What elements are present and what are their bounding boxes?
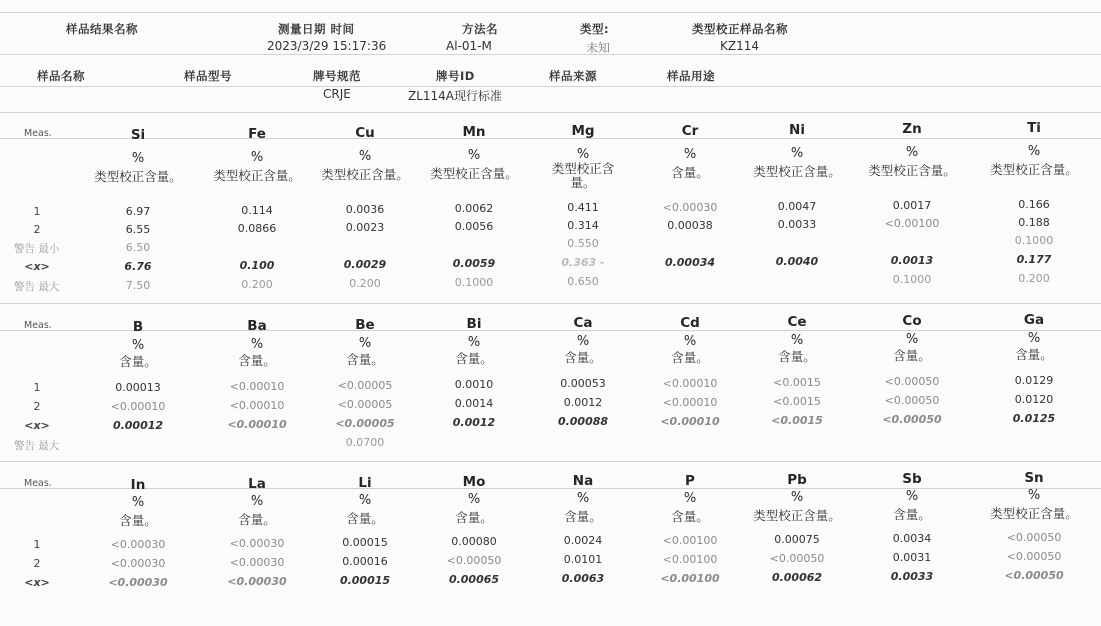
value-si-max: 7.50: [125, 279, 151, 292]
unit-label: %: [131, 338, 145, 353]
unit-label: %: [1027, 488, 1041, 503]
value-fe-max: 0.200: [241, 278, 273, 291]
quantity-label: 含量。: [346, 511, 384, 526]
value-mn-r2: 0.0056: [454, 220, 494, 233]
value-ce-r1: <0.0015: [773, 376, 821, 389]
value-b-r1: 0.00013: [115, 381, 161, 394]
quantity-label: 类型校正含量。: [990, 506, 1078, 521]
value-mn-max: 0.1000: [454, 276, 494, 289]
value-fe-avg: 0.100: [239, 259, 275, 272]
element-mn: Mn: [462, 124, 486, 140]
value-mo-r1: 0.00080: [451, 535, 497, 548]
element-sb: Sb: [902, 471, 922, 487]
header-rule-2: [0, 86, 1101, 87]
unit-label: %: [683, 491, 697, 506]
quantity-label: 含量。: [564, 350, 602, 365]
value-sn-avg: <0.00050: [1004, 569, 1064, 582]
value-cd-r1: <0.00010: [662, 377, 718, 390]
value-ti-avg: 0.177: [1016, 253, 1052, 266]
unit-label: %: [358, 149, 372, 164]
value-mn-avg: 0.0059: [452, 257, 496, 270]
value-p-r2: <0.00100: [662, 553, 718, 566]
quantity-label: 含量。: [346, 352, 384, 367]
value-ti-min: 0.1000: [1014, 234, 1054, 247]
row-label-r2: 2: [33, 400, 41, 413]
unit-label: %: [250, 150, 264, 165]
value-sn-r1: <0.00050: [1006, 531, 1062, 544]
element-fe: Fe: [248, 126, 266, 142]
label-tc_name: 类型校正样品名称: [692, 22, 788, 36]
quantity-label: 含量。: [893, 507, 931, 522]
quantity-label: 类型校正含量。: [321, 167, 409, 182]
value-mo-avg: 0.00065: [448, 573, 500, 586]
quantity-label: 含量。: [119, 354, 157, 369]
unit-label: %: [467, 148, 481, 163]
element-p: P: [685, 473, 695, 489]
value-grade_id: ZL114A现行标准: [408, 89, 503, 103]
value-in-avg: <0.00030: [108, 576, 168, 589]
value-be-max: 0.0700: [345, 436, 385, 449]
quantity-label: 含量。: [671, 509, 709, 524]
unit-label: %: [790, 146, 804, 161]
unit-label: %: [683, 334, 697, 349]
row-label-r1: 1: [33, 205, 41, 218]
unit-label: %: [1027, 331, 1041, 346]
meas-label: Meas.: [24, 320, 52, 331]
value-li-avg: 0.00015: [339, 574, 391, 587]
value-si-r2: 6.55: [125, 223, 151, 236]
quantity-label: 类型校正含量。: [868, 163, 956, 178]
element-in: In: [130, 477, 146, 493]
element-zn: Zn: [902, 121, 922, 137]
unit-label: %: [576, 334, 590, 349]
value-ce-r2: <0.0015: [773, 395, 821, 408]
element-ti: Ti: [1027, 120, 1041, 136]
value-ni-avg: 0.0040: [775, 255, 819, 268]
element-pb: Pb: [787, 472, 807, 488]
quantity-label: 类型校正含量。: [430, 166, 518, 181]
value-si-avg: 6.76: [124, 260, 152, 273]
element-ba: Ba: [247, 318, 267, 334]
value-la-avg: <0.00030: [227, 575, 287, 588]
element-be: Be: [355, 317, 375, 333]
unit-label: %: [905, 489, 919, 504]
row-label-r2: 2: [33, 223, 41, 236]
row-label-r1: 1: [33, 381, 41, 394]
element-ca: Ca: [573, 315, 593, 331]
quantity-label: 类型校正含量。: [94, 169, 182, 184]
value-mg-r2: 0.314: [567, 219, 599, 232]
value-cd-r2: <0.00010: [662, 396, 718, 409]
quantity-label: 含量。: [671, 165, 709, 180]
value-cd-avg: <0.00010: [660, 415, 720, 428]
unit-label: %: [358, 493, 372, 508]
unit-label: %: [790, 490, 804, 505]
unit-label: %: [131, 151, 145, 166]
value-si-min: 6.50: [125, 241, 151, 254]
value-tc_name: KZ114: [720, 39, 759, 53]
value-co-avg: <0.00050: [882, 413, 942, 426]
value-method: Al-01-M: [446, 39, 492, 53]
header-mid-rule: [0, 54, 1101, 55]
quantity-label: 含量。: [238, 353, 276, 368]
unit-label: %: [905, 332, 919, 347]
value-ca-avg: 0.00088: [557, 415, 609, 428]
quantity-label: 含量。: [671, 350, 709, 365]
label-usage: 样品用途: [667, 69, 715, 83]
quantity-label: 含量。: [455, 351, 493, 366]
value-be-r1: <0.00005: [337, 379, 393, 392]
value-na-r2: 0.0101: [563, 553, 603, 566]
value-sb-r2: 0.0031: [892, 551, 932, 564]
value-ti-r2: 0.188: [1018, 216, 1050, 229]
value-cu-avg: 0.0029: [343, 258, 387, 271]
value-be-r2: <0.00005: [337, 398, 393, 411]
unit-label: %: [250, 494, 264, 509]
value-sn-r2: <0.00050: [1006, 550, 1062, 563]
value-in-r1: <0.00030: [110, 538, 166, 551]
quantity-label: 类型校正含量。: [990, 162, 1078, 177]
value-ca-r1: 0.00053: [560, 377, 606, 390]
value-cr-r2: 0.00038: [667, 219, 713, 232]
value-in-r2: <0.00030: [110, 557, 166, 570]
quantity-label: 含量。: [238, 512, 276, 527]
value-mo-r2: <0.00050: [446, 554, 502, 567]
row-label-r2: 2: [33, 557, 41, 570]
label-result_name: 样品结果名称: [66, 22, 138, 36]
quantity-label: 含量。: [778, 349, 816, 364]
unit-label: %: [467, 492, 481, 507]
label-grade_id: 牌号ID: [436, 69, 475, 83]
element-cu: Cu: [355, 125, 375, 141]
element-ce: Ce: [787, 314, 807, 330]
label-sample_name: 样品名称: [37, 69, 85, 83]
value-bi-avg: 0.0012: [452, 416, 496, 429]
value-ca-r2: 0.0012: [563, 396, 603, 409]
row-label-max: 警告 最大: [14, 281, 60, 293]
value-bi-r1: 0.0010: [454, 378, 494, 391]
value-mg-max: 0.650: [567, 275, 599, 288]
quantity-label: 含量。: [564, 509, 602, 524]
value-type: 未知: [586, 41, 611, 55]
block-2-top-rule: [0, 303, 1101, 304]
element-cd: Cd: [680, 315, 700, 331]
element-sn: Sn: [1024, 470, 1044, 486]
quantity-label: 含量。: [119, 513, 157, 528]
value-zn-avg: 0.0013: [890, 254, 934, 267]
meas-label: Meas.: [24, 478, 52, 489]
value-zn-max: 0.1000: [892, 273, 932, 286]
element-b: B: [132, 319, 144, 335]
label-grade_spec: 牌号规范: [313, 69, 361, 83]
value-zn-r2: <0.00100: [884, 217, 940, 230]
value-mg-min: 0.550: [567, 237, 599, 250]
element-na: Na: [572, 473, 594, 489]
unit-label: %: [358, 336, 372, 351]
value-ti-r1: 0.166: [1018, 198, 1050, 211]
value-co-r2: <0.00050: [884, 394, 940, 407]
value-pb-avg: 0.00062: [771, 571, 823, 584]
value-la-r1: <0.00030: [229, 537, 285, 550]
value-fe-r2: 0.0866: [237, 222, 277, 235]
value-na-avg: 0.0063: [561, 572, 605, 585]
value-cr-r1: <0.00030: [662, 201, 718, 214]
value-ba-r1: <0.00010: [229, 380, 285, 393]
quantity-label: 含量。: [893, 348, 931, 363]
header-bottom-rule: [0, 112, 1101, 113]
value-cu-r2: 0.0023: [345, 221, 385, 234]
value-mg-r1: 0.411: [567, 201, 599, 214]
value-pb-r1: 0.00075: [774, 533, 820, 546]
row-label-avg: <x>: [24, 576, 50, 589]
value-ce-avg: <0.0015: [771, 414, 823, 427]
block-3-top-rule: [0, 461, 1101, 462]
row-label-r1: 1: [33, 538, 41, 551]
unit-label: %: [683, 147, 697, 162]
label-source: 样品来源: [549, 69, 597, 83]
value-li-r1: 0.00015: [342, 536, 388, 549]
value-co-r1: <0.00050: [884, 375, 940, 388]
value-zn-r1: 0.0017: [892, 199, 932, 212]
value-li-r2: 0.00016: [342, 555, 388, 568]
element-co: Co: [902, 313, 922, 329]
meas-label: Meas.: [24, 128, 52, 139]
value-ba-avg: <0.00010: [227, 418, 287, 431]
value-be-avg: <0.00005: [335, 417, 395, 430]
value-cr-avg: 0.00034: [664, 256, 716, 269]
unit-label: %: [790, 333, 804, 348]
unit-label: %: [576, 491, 590, 506]
element-mo: Mo: [462, 474, 486, 490]
row-label-max: 警告 最大: [14, 440, 60, 452]
unit-label: %: [467, 335, 481, 350]
value-ti-max: 0.200: [1018, 272, 1050, 285]
unit-label: %: [905, 145, 919, 160]
value-b-avg: 0.00012: [112, 419, 164, 432]
header-top-rule: [0, 12, 1101, 13]
label-datetime: 测量日期 时间: [278, 22, 355, 36]
value-mn-r1: 0.0062: [454, 202, 494, 215]
value-ni-r2: 0.0033: [777, 218, 817, 231]
value-ga-avg: 0.0125: [1012, 412, 1056, 425]
value-cu-r1: 0.0036: [345, 203, 385, 216]
value-ba-r2: <0.00010: [229, 399, 285, 412]
value-sb-avg: 0.0033: [890, 570, 934, 583]
label-method: 方法名: [462, 22, 498, 36]
label-type: 类型:: [580, 22, 610, 36]
value-datetime: 2023/3/29 15:17:36: [267, 39, 387, 53]
element-cr: Cr: [681, 123, 699, 139]
quantity-label: 类型校正含量。: [753, 508, 841, 523]
quantity-label: 类型校正含量。: [551, 161, 615, 190]
value-ga-r2: 0.0120: [1014, 393, 1054, 406]
value-ni-r1: 0.0047: [777, 200, 817, 213]
value-grade_spec: CRJE: [323, 87, 351, 101]
label-sample_model: 样品型号: [184, 69, 232, 83]
value-p-avg: <0.00100: [660, 572, 720, 585]
quantity-label: 含量。: [1015, 347, 1053, 362]
element-li: Li: [358, 475, 372, 491]
unit-label: %: [576, 147, 590, 162]
row-label-min: 警告 最小: [14, 243, 60, 255]
unit-label: %: [250, 337, 264, 352]
value-b-r2: <0.00010: [110, 400, 166, 413]
value-bi-r2: 0.0014: [454, 397, 494, 410]
value-cu-max: 0.200: [349, 277, 381, 290]
element-ga: Ga: [1023, 312, 1045, 328]
quantity-label: 含量。: [455, 510, 493, 525]
row-label-avg: <x>: [24, 260, 50, 273]
value-ga-r1: 0.0129: [1014, 374, 1054, 387]
value-si-r1: 6.97: [125, 205, 151, 218]
value-pb-r2: <0.00050: [769, 552, 825, 565]
element-si: Si: [130, 127, 146, 143]
element-bi: Bi: [466, 316, 482, 332]
element-mg: Mg: [571, 123, 595, 139]
quantity-label: 类型校正含量。: [753, 164, 841, 179]
value-fe-r1: 0.114: [241, 204, 273, 217]
value-mg-avg: 0.363 -: [561, 256, 605, 269]
value-na-r1: 0.0024: [563, 534, 603, 547]
unit-label: %: [1027, 144, 1041, 159]
value-sb-r1: 0.0034: [892, 532, 932, 545]
element-ni: Ni: [789, 122, 805, 138]
value-p-r1: <0.00100: [662, 534, 718, 547]
value-la-r2: <0.00030: [229, 556, 285, 569]
row-label-avg: <x>: [24, 419, 50, 432]
element-la: La: [248, 476, 266, 492]
quantity-label: 类型校正含量。: [213, 168, 301, 183]
unit-label: %: [131, 495, 145, 510]
